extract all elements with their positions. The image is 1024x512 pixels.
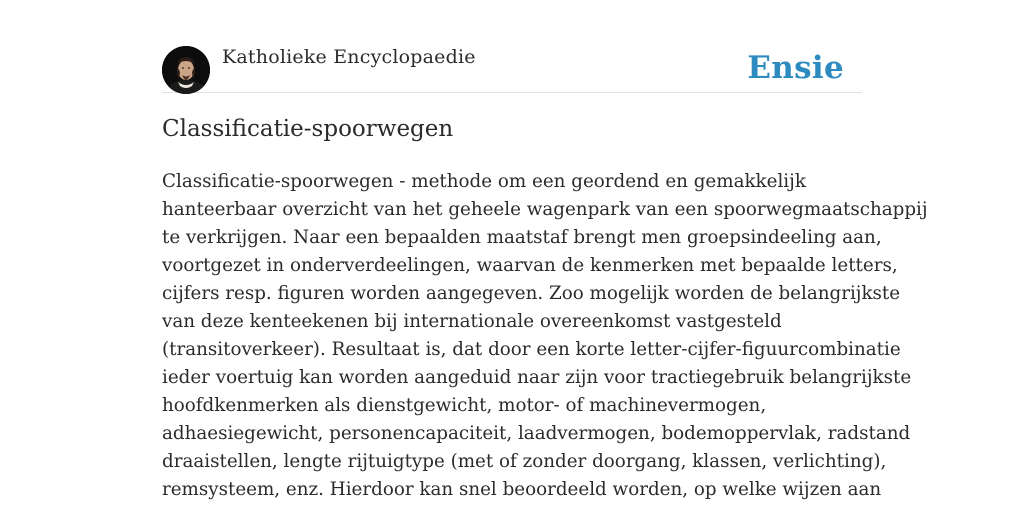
article-line: hanteerbaar overzicht van het geheele wagenpark van een spoorwegmaatschappij bbox=[162, 199, 928, 220]
article-body bbox=[162, 168, 928, 504]
page bbox=[162, 0, 928, 512]
article-line: cijfers resp. figuren worden aangegeven. Zoo mogelijk worden de belangrijkste bbox=[162, 283, 901, 304]
page-title: Classificatie-spoorwegen bbox=[162, 116, 454, 142]
article-line: remsysteem, enz. Hierdoor kan snel beoordeeld worden, op welke wijzen aan bbox=[162, 479, 882, 500]
article-line: hoofdkenmerken als dienstgewicht, motor- of machinevermogen, bbox=[162, 395, 767, 416]
article-line: Classificatie-spoorwegen - methode om een geordend en gemakkelijk bbox=[162, 171, 806, 192]
article-line: draaistellen, lengte rijtuigtype (met of zonder doorgang, klassen, verlichting), bbox=[162, 451, 887, 472]
site-header bbox=[162, 40, 862, 93]
article-line: adhaesiegewicht, personencapaciteit, laadvermogen, bodemoppervlak, radstand bbox=[162, 423, 911, 444]
article-line: ieder voertuig kan worden aangeduid naar zijn voor tractiegebruik belangrijkste bbox=[162, 367, 912, 388]
article-line: (transitoverkeer). Resultaat is, dat door een korte letter-cijfer-figuurcombinatie bbox=[162, 339, 901, 360]
article-line: voortgezet in onderverdeelingen, waarvan de kenmerken met bepaalde letters, bbox=[162, 255, 898, 276]
article-line: te verkrijgen. Naar een bepaalden maatstaf brengt men groepsindeeling aan, bbox=[162, 227, 882, 248]
portrait-icon bbox=[162, 46, 210, 94]
brand-logo[interactable]: Ensie bbox=[747, 50, 844, 86]
article-line: van deze kenteekenen bij internationale overeenkomst vastgesteld bbox=[162, 311, 782, 332]
site-name[interactable]: Katholieke Encyclopaedie bbox=[222, 46, 476, 68]
avatar[interactable] bbox=[162, 46, 210, 94]
